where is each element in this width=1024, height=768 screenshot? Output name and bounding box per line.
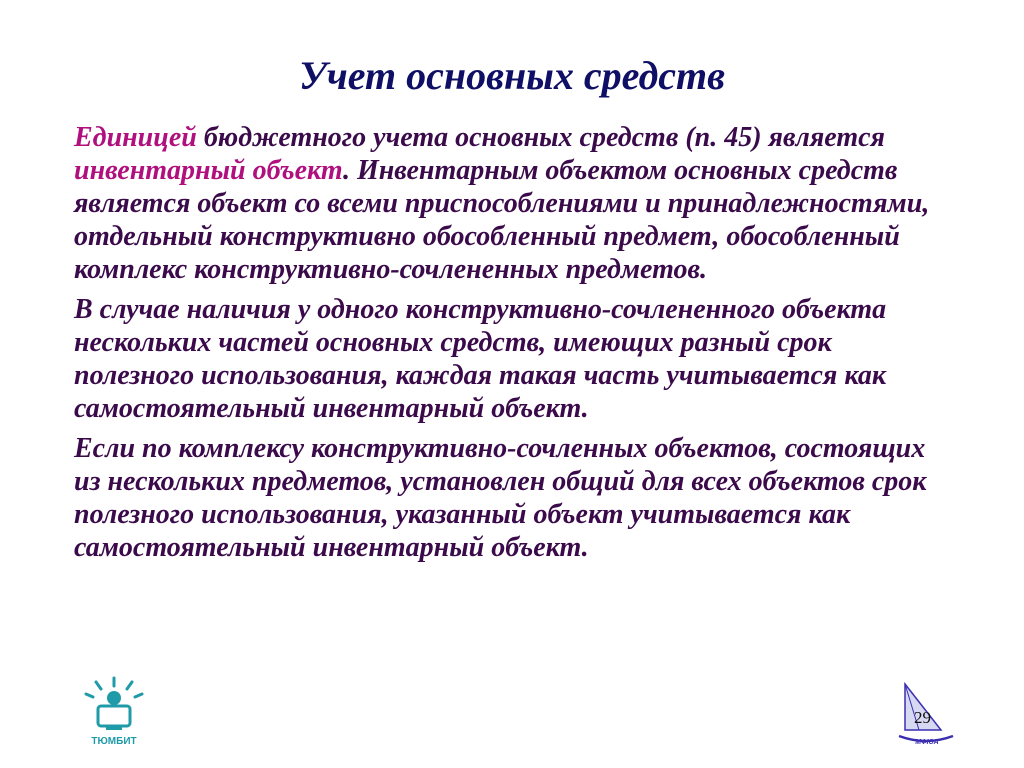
paragraph-3: Если по комплексу конструктивно-сочленных объектов, состоящих из нескольких предметов, установлен общий для всех объектов срок полезного использования, указанный объект учитывается как самостоятельный инвентарный объект.: [74, 433, 927, 563]
slide-body: [74, 121, 954, 571]
paragraph-2: В случае наличия у одного конструктивно-сочлененного объекта нескольких частей основных средств, имеющих разный срок полезного использования, каждая такая часть учитывается как самостоятельный инвентарный объект.: [74, 294, 887, 424]
paragraph-1-text-a: бюджетного учета основных средств (п. 45) является: [196, 122, 885, 153]
paragraph-1: [74, 121, 954, 286]
tyumbit-logo-text: ТЮМБИТ: [91, 736, 137, 747]
mfua-logo-text: МФЮА: [915, 739, 939, 746]
tyumbit-logo: [80, 676, 148, 748]
slide-title: Учет основных средств: [298, 53, 726, 98]
highlight-edinicey: Единицей: [74, 122, 197, 153]
paragraph-1-text-b: . Инвентарным объектом основных средств является объект со всеми приспособлениями и принадлежностями, отдельный конструктивно обособленный предмет, обособленный комплекс конструктивно-сочлененных предметов.: [74, 155, 930, 285]
highlight-inventory-object: инвентарный объект: [74, 155, 343, 186]
slide-number: 29: [914, 708, 931, 727]
